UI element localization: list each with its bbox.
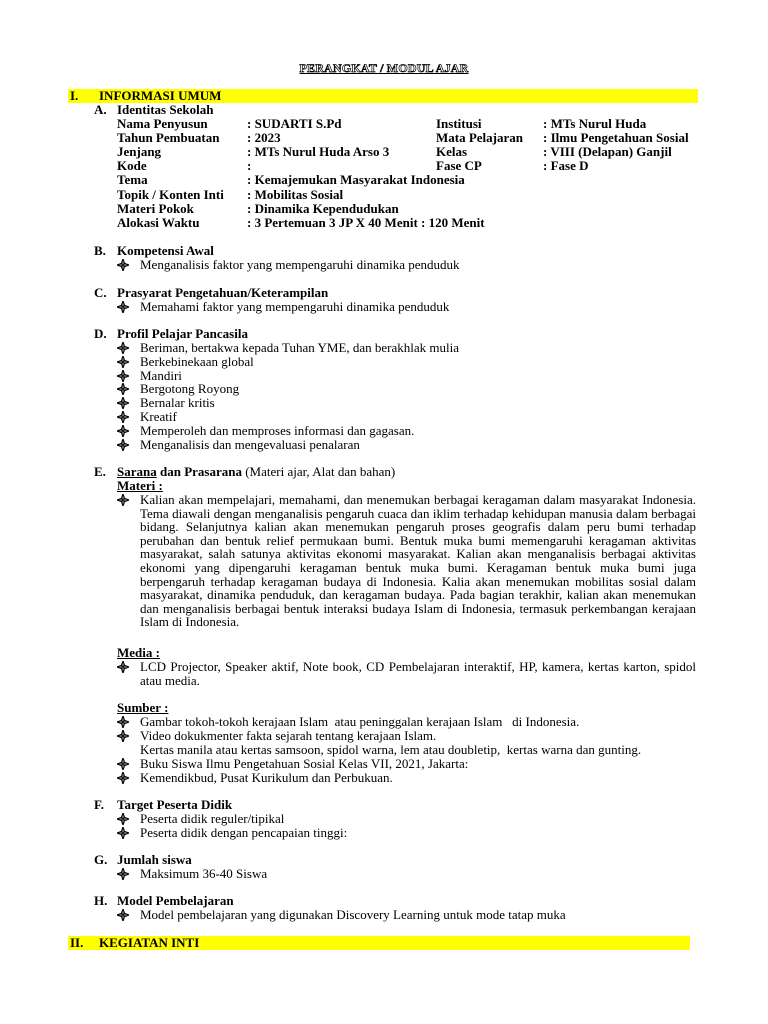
list-item: Berkebinekaan global	[140, 354, 254, 369]
diamond-bullet-icon	[117, 908, 133, 921]
list-item: Kemendikbud, Pusat Kurikulum dan Perbukuan.	[140, 770, 393, 785]
subsection-letter: A.	[94, 102, 107, 117]
media-label: Media :	[117, 645, 160, 660]
diamond-bullet-icon	[117, 826, 133, 839]
diamond-bullet-icon	[117, 771, 133, 784]
diamond-bullet-icon	[117, 410, 133, 423]
identity-label: Materi Pokok	[117, 201, 194, 216]
subsection-heading: Model Pembelajaran	[117, 893, 234, 908]
identity-label: Tahun Pembuatan	[117, 130, 220, 145]
subsection-letter: F.	[94, 797, 104, 812]
identity-value: : Kemajemukan Masyarakat Indonesia	[247, 172, 465, 187]
list-item: Peserta didik dengan pencapaian tinggi:	[140, 825, 348, 840]
subsection-heading: Target Peserta Didik	[117, 797, 233, 812]
subsection-letter: E.	[94, 464, 106, 479]
section-heading: KEGIATAN INTI	[99, 935, 200, 950]
subsection-letter: B.	[94, 243, 106, 258]
identity-value: : 3 Pertemuan 3 JP X 40 Menit : 120 Menit	[247, 215, 485, 230]
diamond-bullet-icon	[117, 424, 133, 437]
diamond-bullet-icon	[117, 355, 133, 368]
heading-part: dan Prasarana	[156, 464, 242, 479]
identity-value: : Mobilitas Sosial	[247, 187, 344, 202]
heading-note: (Materi ajar, Alat dan bahan)	[241, 464, 396, 479]
list-item: Memahami faktor yang mempengaruhi dinamika penduduk	[140, 299, 450, 314]
list-item: Video dokukmenter fakta sejarah tentang kerajaan Islam.	[140, 728, 437, 743]
diamond-bullet-icon	[117, 341, 133, 354]
diamond-bullet-icon	[117, 300, 133, 313]
materi-label: Materi :	[117, 478, 163, 493]
subsection-heading: Identitas Sekolah	[117, 102, 214, 117]
list-item: Bernalar kritis	[140, 395, 215, 410]
identity-value: :	[247, 158, 252, 173]
identity-value: : Dinamika Kependudukan	[247, 201, 399, 216]
list-item-continuation: Kertas manila atau kertas samsoon, spidol warna, lem atau doubletip, kertas warna dan gunting.	[140, 742, 642, 757]
list-item: Maksimum 36-40 Siswa	[140, 866, 268, 881]
subsection-heading: Prasyarat Pengetahuan/Keterampilan	[117, 285, 329, 300]
identity-label: Fase CP	[436, 158, 482, 173]
identity-label: Jenjang	[117, 144, 162, 159]
identity-label: Topik / Konten Inti	[117, 187, 224, 202]
list-item: Bergotong Royong	[140, 381, 240, 396]
subsection-letter: D.	[94, 326, 107, 341]
list-item: Menganalisis faktor yang mempengaruhi dinamika penduduk	[140, 257, 460, 272]
subsection-letter: G.	[94, 852, 108, 867]
diamond-bullet-icon	[117, 382, 133, 395]
diamond-bullet-icon	[117, 438, 133, 451]
diamond-bullet-icon	[117, 715, 133, 728]
list-item: Mandiri	[140, 368, 182, 383]
diamond-bullet-icon	[117, 867, 133, 880]
identity-label: Kelas	[436, 144, 468, 159]
list-item: Buku Siswa Ilmu Pengetahuan Sosial Kelas VII, 2021, Jakarta:	[140, 756, 469, 771]
identity-value: : 2023	[247, 130, 281, 145]
identity-value: : MTs Nurul Huda Arso 3	[247, 144, 390, 159]
diamond-bullet-icon	[117, 258, 133, 271]
identity-label: Mata Pelajaran	[436, 130, 524, 145]
list-item: Model pembelajaran yang digunakan Discovery Learning untuk mode tatap muka	[140, 907, 566, 922]
subsection-heading	[117, 465, 395, 479]
section-heading: INFORMASI UMUM	[99, 88, 222, 103]
subsection-heading: Kompetensi Awal	[117, 243, 214, 258]
identity-value: : SUDARTI S.Pd	[247, 116, 342, 131]
subsection-letter: C.	[94, 285, 107, 300]
diamond-bullet-icon	[117, 812, 133, 825]
diamond-bullet-icon	[117, 757, 133, 770]
subsection-letter: H.	[94, 893, 108, 908]
list-item: Memperoleh dan memproses informasi dan gagasan.	[140, 423, 415, 438]
identity-value: : VIII (Delapan) Ganjil	[543, 144, 672, 159]
diamond-bullet-icon	[117, 396, 133, 409]
subsection-heading: Jumlah siswa	[117, 852, 192, 867]
list-item: Peserta didik reguler/tipikal	[140, 811, 285, 826]
identity-label: Nama Penyusun	[117, 116, 208, 131]
heading-part: Sarana	[117, 464, 157, 479]
list-item: Menganalisis dan mengevaluasi penalaran	[140, 437, 360, 452]
section-number: I.	[70, 88, 79, 103]
identity-value: : Fase D	[543, 158, 589, 173]
materi-paragraph: Kalian akan mempelajari, memahami, dan menemukan berbagai keragaman dalam masyarakat Indonesia. Tema diawali dengan menganalisis pengaruh cuaca dan iklim terhadap kehidupan manusia dalam berbagai bidang. Selanjutnya kalian akan menemukan pengaruh proses geografis dalam peru bumi terhadap perubahan dan bentuk relief permukaan bumi. Bentuk muka bumi memengaruhi keragaman aktivitas masyarakat, salah satunya aktivitas ekonomi masyarakat. Kalian akan menganalisis berbagai aktivitas ekonomi yang dipengaruhi keragaman bentuk muka bumi. Keragaman bentuk muka bumi juga berpengaruh terhadap keragaman budaya di Indonesia. Kalia akan menemukan mobilitas sosial dalam masyarakat, dinamika penduduk, dan keragaman budaya. Pada bagian terakhir, kalian akan menemukan dan menganalisis berbagai bentuk interaksi budaya Islam di Indonesia, termasuk perkembangan kerajaan Islam di Indonesia.	[140, 492, 696, 630]
diamond-bullet-icon	[117, 493, 133, 506]
page-title: PERANGKAT / MODUL AJAR	[299, 61, 469, 75]
identity-value: : Ilmu Pengetahuan Sosial	[543, 130, 689, 145]
identity-label: Institusi	[436, 116, 482, 131]
identity-label: Alokasi Waktu	[117, 215, 200, 230]
section-number: II.	[70, 935, 84, 950]
list-item: Gambar tokoh-tokoh kerajaan Islam atau peninggalan kerajaan Islam di Indonesia.	[140, 714, 580, 729]
diamond-bullet-icon	[117, 660, 133, 673]
identity-label: Tema	[117, 172, 148, 187]
subsection-heading: Profil Pelajar Pancasila	[117, 326, 248, 341]
diamond-bullet-icon	[117, 369, 133, 382]
identity-label: Kode	[117, 158, 147, 173]
list-item: Kreatif	[140, 409, 177, 424]
sumber-label: Sumber :	[117, 700, 169, 715]
media-paragraph: LCD Projector, Speaker aktif, Note book, CD Pembelajaran interaktif, HP, kamera, kertas karton, spidol atau media.	[140, 659, 696, 688]
list-item: Beriman, bertakwa kepada Tuhan YME, dan berakhlak mulia	[140, 340, 460, 355]
diamond-bullet-icon	[117, 729, 133, 742]
identity-value: : MTs Nurul Huda	[543, 116, 647, 131]
